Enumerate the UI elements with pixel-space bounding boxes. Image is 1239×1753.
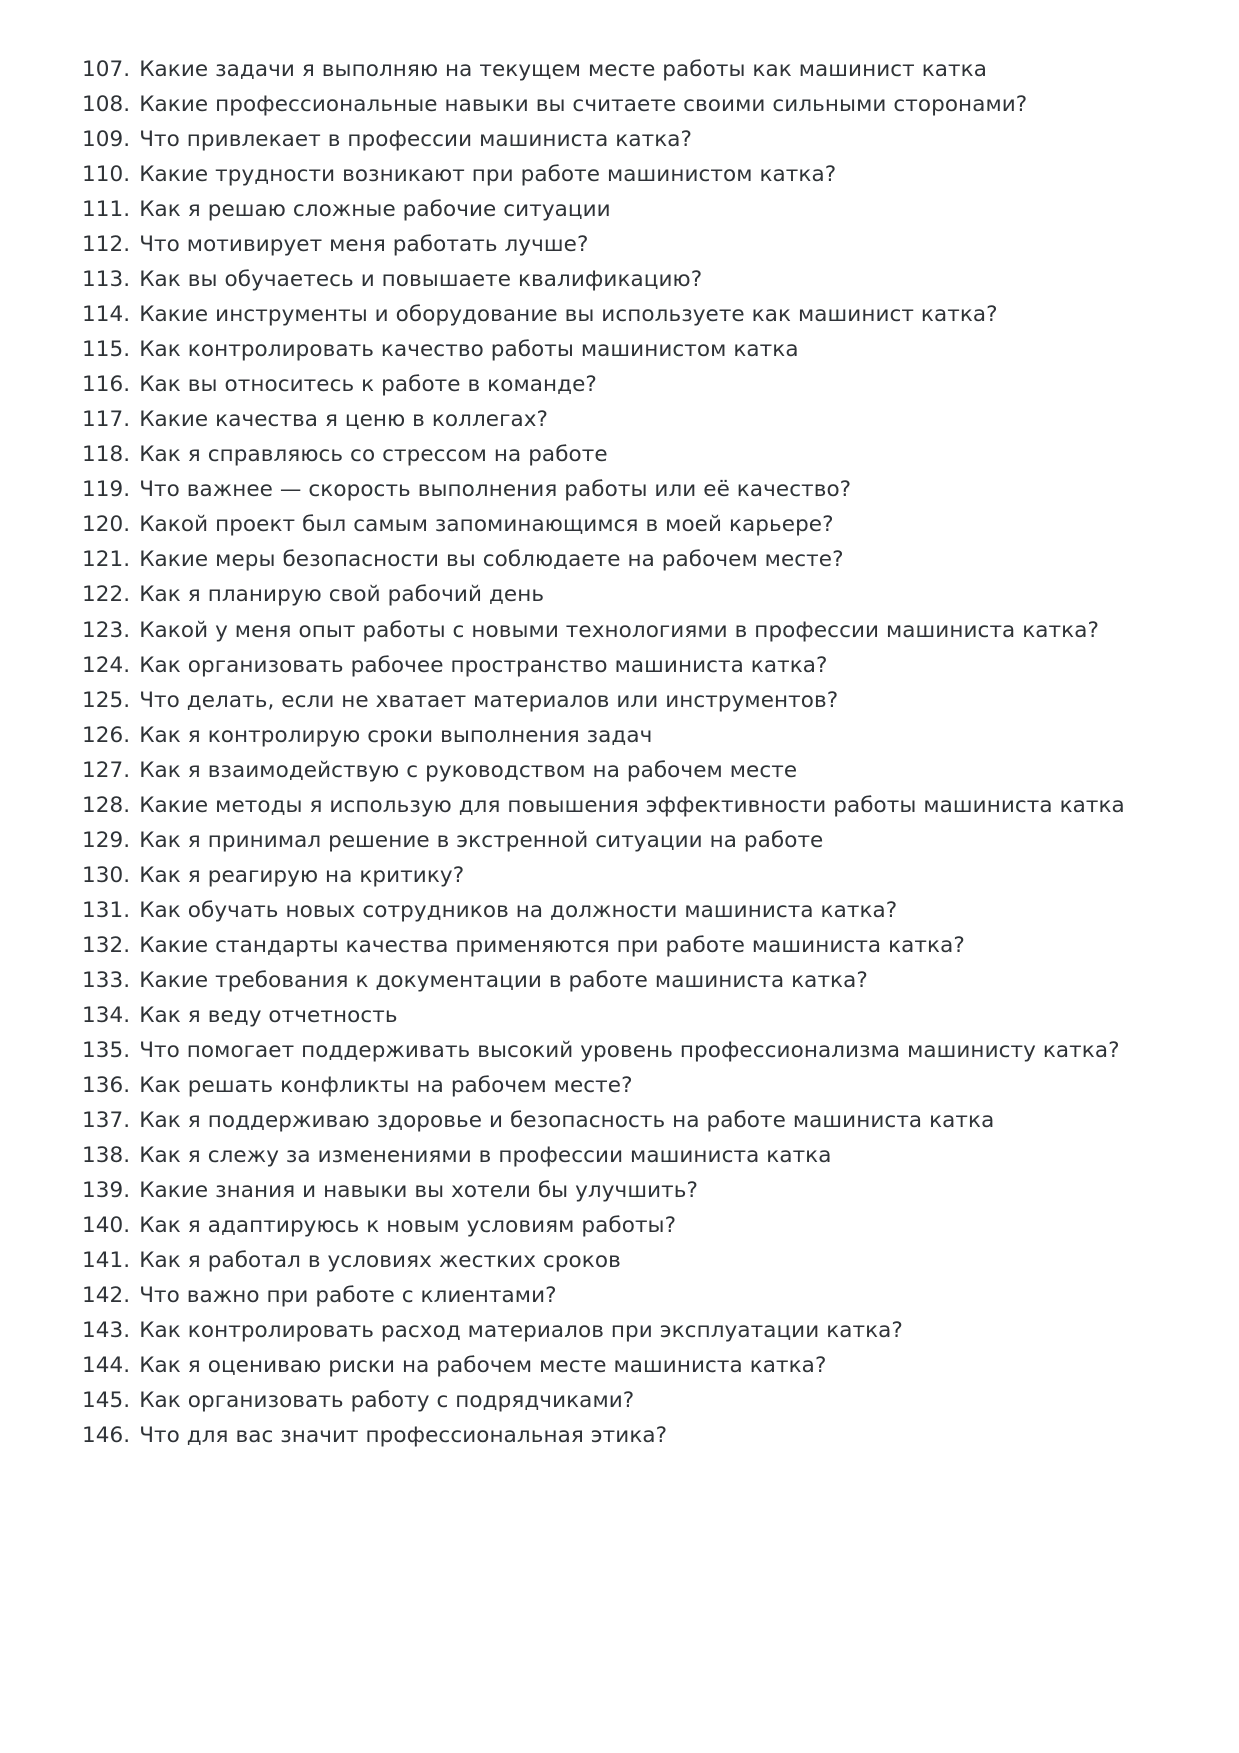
list-item	[82, 1418, 1159, 1453]
list-item-number: 107.	[82, 57, 131, 82]
list-item	[82, 718, 1159, 753]
list-item-text: Как я слежу за изменениями в профессии машиниста катка	[139, 1142, 832, 1168]
list-item	[82, 507, 1159, 542]
list-item-text: Что важнее — скорость выполнения работы или её качество?	[139, 477, 852, 503]
list-item-text: Как я принимал решение в экстренной ситуации на работе	[139, 827, 824, 853]
list-item-text: Что помогает поддерживать высокий уровень профессионализма машинисту катка?	[139, 1037, 1120, 1063]
list-item	[82, 928, 1159, 963]
question-list	[82, 52, 1159, 1453]
list-item-text: Что для вас значит профессиональная этика?	[139, 1423, 668, 1449]
list-item-text: Как я адаптируюсь к новым условиям работы?	[139, 1213, 677, 1239]
list-item-text: Какие методы я использую для повышения эффективности работы машиниста катка	[139, 792, 1125, 818]
list-item-text: Какие трудности возникают при работе машинистом катка?	[139, 162, 837, 188]
list-item	[82, 227, 1159, 262]
list-item	[82, 262, 1159, 297]
list-item	[82, 577, 1159, 612]
list-item-text: Как вы обучаетесь и повышаете квалификацию?	[139, 267, 703, 293]
list-item	[82, 1348, 1159, 1383]
list-item-number: 115.	[82, 337, 131, 363]
list-item-number: 110.	[82, 162, 131, 188]
list-item-text: Как организовать работу с подрядчиками?	[139, 1388, 635, 1414]
list-item-text: Какие профессиональные навыки вы считаете своими сильными сторонами?	[139, 92, 1028, 118]
list-item-number: 139.	[82, 1178, 131, 1203]
list-item-text: Как контролировать расход материалов при эксплуатации катка?	[139, 1318, 903, 1344]
list-item-number: 128.	[82, 792, 131, 818]
list-item-number: 137.	[82, 1107, 131, 1133]
list-item-text: Как обучать новых сотрудников на должности машиниста катка?	[139, 897, 898, 923]
list-item	[82, 122, 1159, 157]
list-item	[82, 1383, 1159, 1418]
list-item-text: Какой проект был самым запоминающимся в моей карьере?	[139, 512, 834, 538]
list-item-number: 129.	[82, 827, 131, 853]
list-item	[82, 1208, 1159, 1243]
list-item-number: 120.	[82, 512, 131, 538]
list-item-text: Как я решаю сложные рабочие ситуации	[139, 197, 611, 223]
list-item-text: Что делать, если не хватает материалов или инструментов?	[139, 687, 839, 713]
list-item-number: 112.	[82, 232, 131, 258]
list-item-number: 141.	[82, 1248, 131, 1274]
list-item-number: 135.	[82, 1037, 131, 1063]
list-item	[82, 613, 1159, 648]
list-item-number: 136.	[82, 1072, 131, 1098]
list-item-number: 132.	[82, 932, 131, 958]
list-item-text: Как я оцениваю риски на рабочем месте машиниста катка?	[139, 1353, 827, 1379]
list-item-text: Какие знания и навыки вы хотели бы улучшить?	[139, 1178, 698, 1203]
list-item-text: Как я поддерживаю здоровье и безопасность на работе машиниста катка	[139, 1107, 995, 1133]
list-item	[82, 788, 1159, 823]
list-item-number: 114.	[82, 302, 131, 328]
list-item	[82, 1278, 1159, 1313]
list-item-text: Какие инструменты и оборудование вы используете как машинист катка?	[139, 302, 998, 328]
list-item	[82, 437, 1159, 472]
list-item-text: Как организовать рабочее пространство машиниста катка?	[139, 652, 828, 678]
list-item-text: Как контролировать качество работы машинистом катка	[139, 337, 799, 363]
list-item-text: Как вы относитесь к работе в команде?	[139, 372, 597, 398]
list-item	[82, 893, 1159, 928]
list-item	[82, 1243, 1159, 1278]
list-item-text: Что привлекает в профессии машиниста катка?	[139, 127, 693, 153]
list-item	[82, 998, 1159, 1033]
list-item	[82, 1103, 1159, 1138]
list-item-number: 144.	[82, 1353, 131, 1379]
list-item-number: 123.	[82, 617, 131, 643]
list-item-text: Как я веду отчетность	[139, 1002, 398, 1028]
list-item	[82, 1173, 1159, 1208]
list-item-number: 138.	[82, 1142, 131, 1168]
list-item	[82, 1033, 1159, 1068]
list-item	[82, 963, 1159, 998]
list-item-number: 109.	[82, 127, 131, 153]
list-item-text: Как решать конфликты на рабочем месте?	[139, 1072, 633, 1098]
list-item-number: 140.	[82, 1213, 131, 1239]
list-item	[82, 858, 1159, 893]
list-item-text: Как я работал в условиях жестких сроков	[139, 1248, 621, 1274]
list-item-text: Какие меры безопасности вы соблюдаете на рабочем месте?	[139, 547, 844, 573]
list-item-number: 113.	[82, 267, 131, 293]
list-item-number: 124.	[82, 652, 131, 678]
list-item-text: Что мотивирует меня работать лучше?	[139, 232, 589, 258]
list-item	[82, 472, 1159, 507]
list-item-text: Как я взаимодействую с руководством на рабочем месте	[139, 757, 798, 783]
list-item-text: Какой у меня опыт работы с новыми технологиями в профессии машиниста катка?	[139, 617, 1099, 643]
list-item-number: 108.	[82, 92, 131, 118]
list-item	[82, 297, 1159, 332]
list-item-text: Как я реагирую на критику?	[139, 862, 465, 888]
list-item-number: 146.	[82, 1423, 131, 1449]
list-item-text: Какие задачи я выполняю на текущем месте работы как машинист катка	[139, 57, 987, 82]
list-item-number: 131.	[82, 897, 131, 923]
list-item-number: 119.	[82, 477, 131, 503]
list-item-text: Что важно при работе с клиентами?	[139, 1283, 557, 1309]
list-item	[82, 823, 1159, 858]
list-item-number: 122.	[82, 582, 131, 608]
list-item	[82, 367, 1159, 402]
list-item-number: 117.	[82, 407, 131, 433]
list-item-number: 125.	[82, 687, 131, 713]
list-item	[82, 648, 1159, 683]
list-item-number: 142.	[82, 1283, 131, 1309]
list-item-text: Какие стандарты качества применяются при работе машиниста катка?	[139, 932, 965, 958]
list-item-number: 116.	[82, 372, 131, 398]
list-item-text: Какие требования к документации в работе машиниста катка?	[139, 967, 868, 993]
list-item-number: 126.	[82, 722, 131, 748]
list-item-number: 130.	[82, 862, 131, 888]
list-item-text: Какие качества я ценю в коллегах?	[139, 407, 549, 433]
list-item-text: Как я планирую свой рабочий день	[139, 582, 545, 608]
list-item	[82, 1138, 1159, 1173]
list-item-number: 127.	[82, 757, 131, 783]
list-item-number: 121.	[82, 547, 131, 573]
list-item	[82, 157, 1159, 192]
list-item	[82, 753, 1159, 788]
list-item-text: Как я контролирую сроки выполнения задач	[139, 722, 653, 748]
list-item	[82, 87, 1159, 122]
list-item	[82, 1068, 1159, 1103]
list-item-number: 133.	[82, 967, 131, 993]
list-item	[82, 332, 1159, 367]
list-item	[82, 542, 1159, 577]
list-item	[82, 1313, 1159, 1348]
list-item-number: 143.	[82, 1318, 131, 1344]
list-item-number: 118.	[82, 442, 131, 468]
list-item	[82, 192, 1159, 227]
list-item	[82, 683, 1159, 718]
list-item-text: Как я справляюсь со стрессом на работе	[139, 442, 608, 468]
list-item	[82, 52, 1159, 87]
list-item-number: 134.	[82, 1002, 131, 1028]
list-item	[82, 402, 1159, 437]
list-item-number: 111.	[82, 197, 131, 223]
list-item-number: 145.	[82, 1388, 131, 1414]
